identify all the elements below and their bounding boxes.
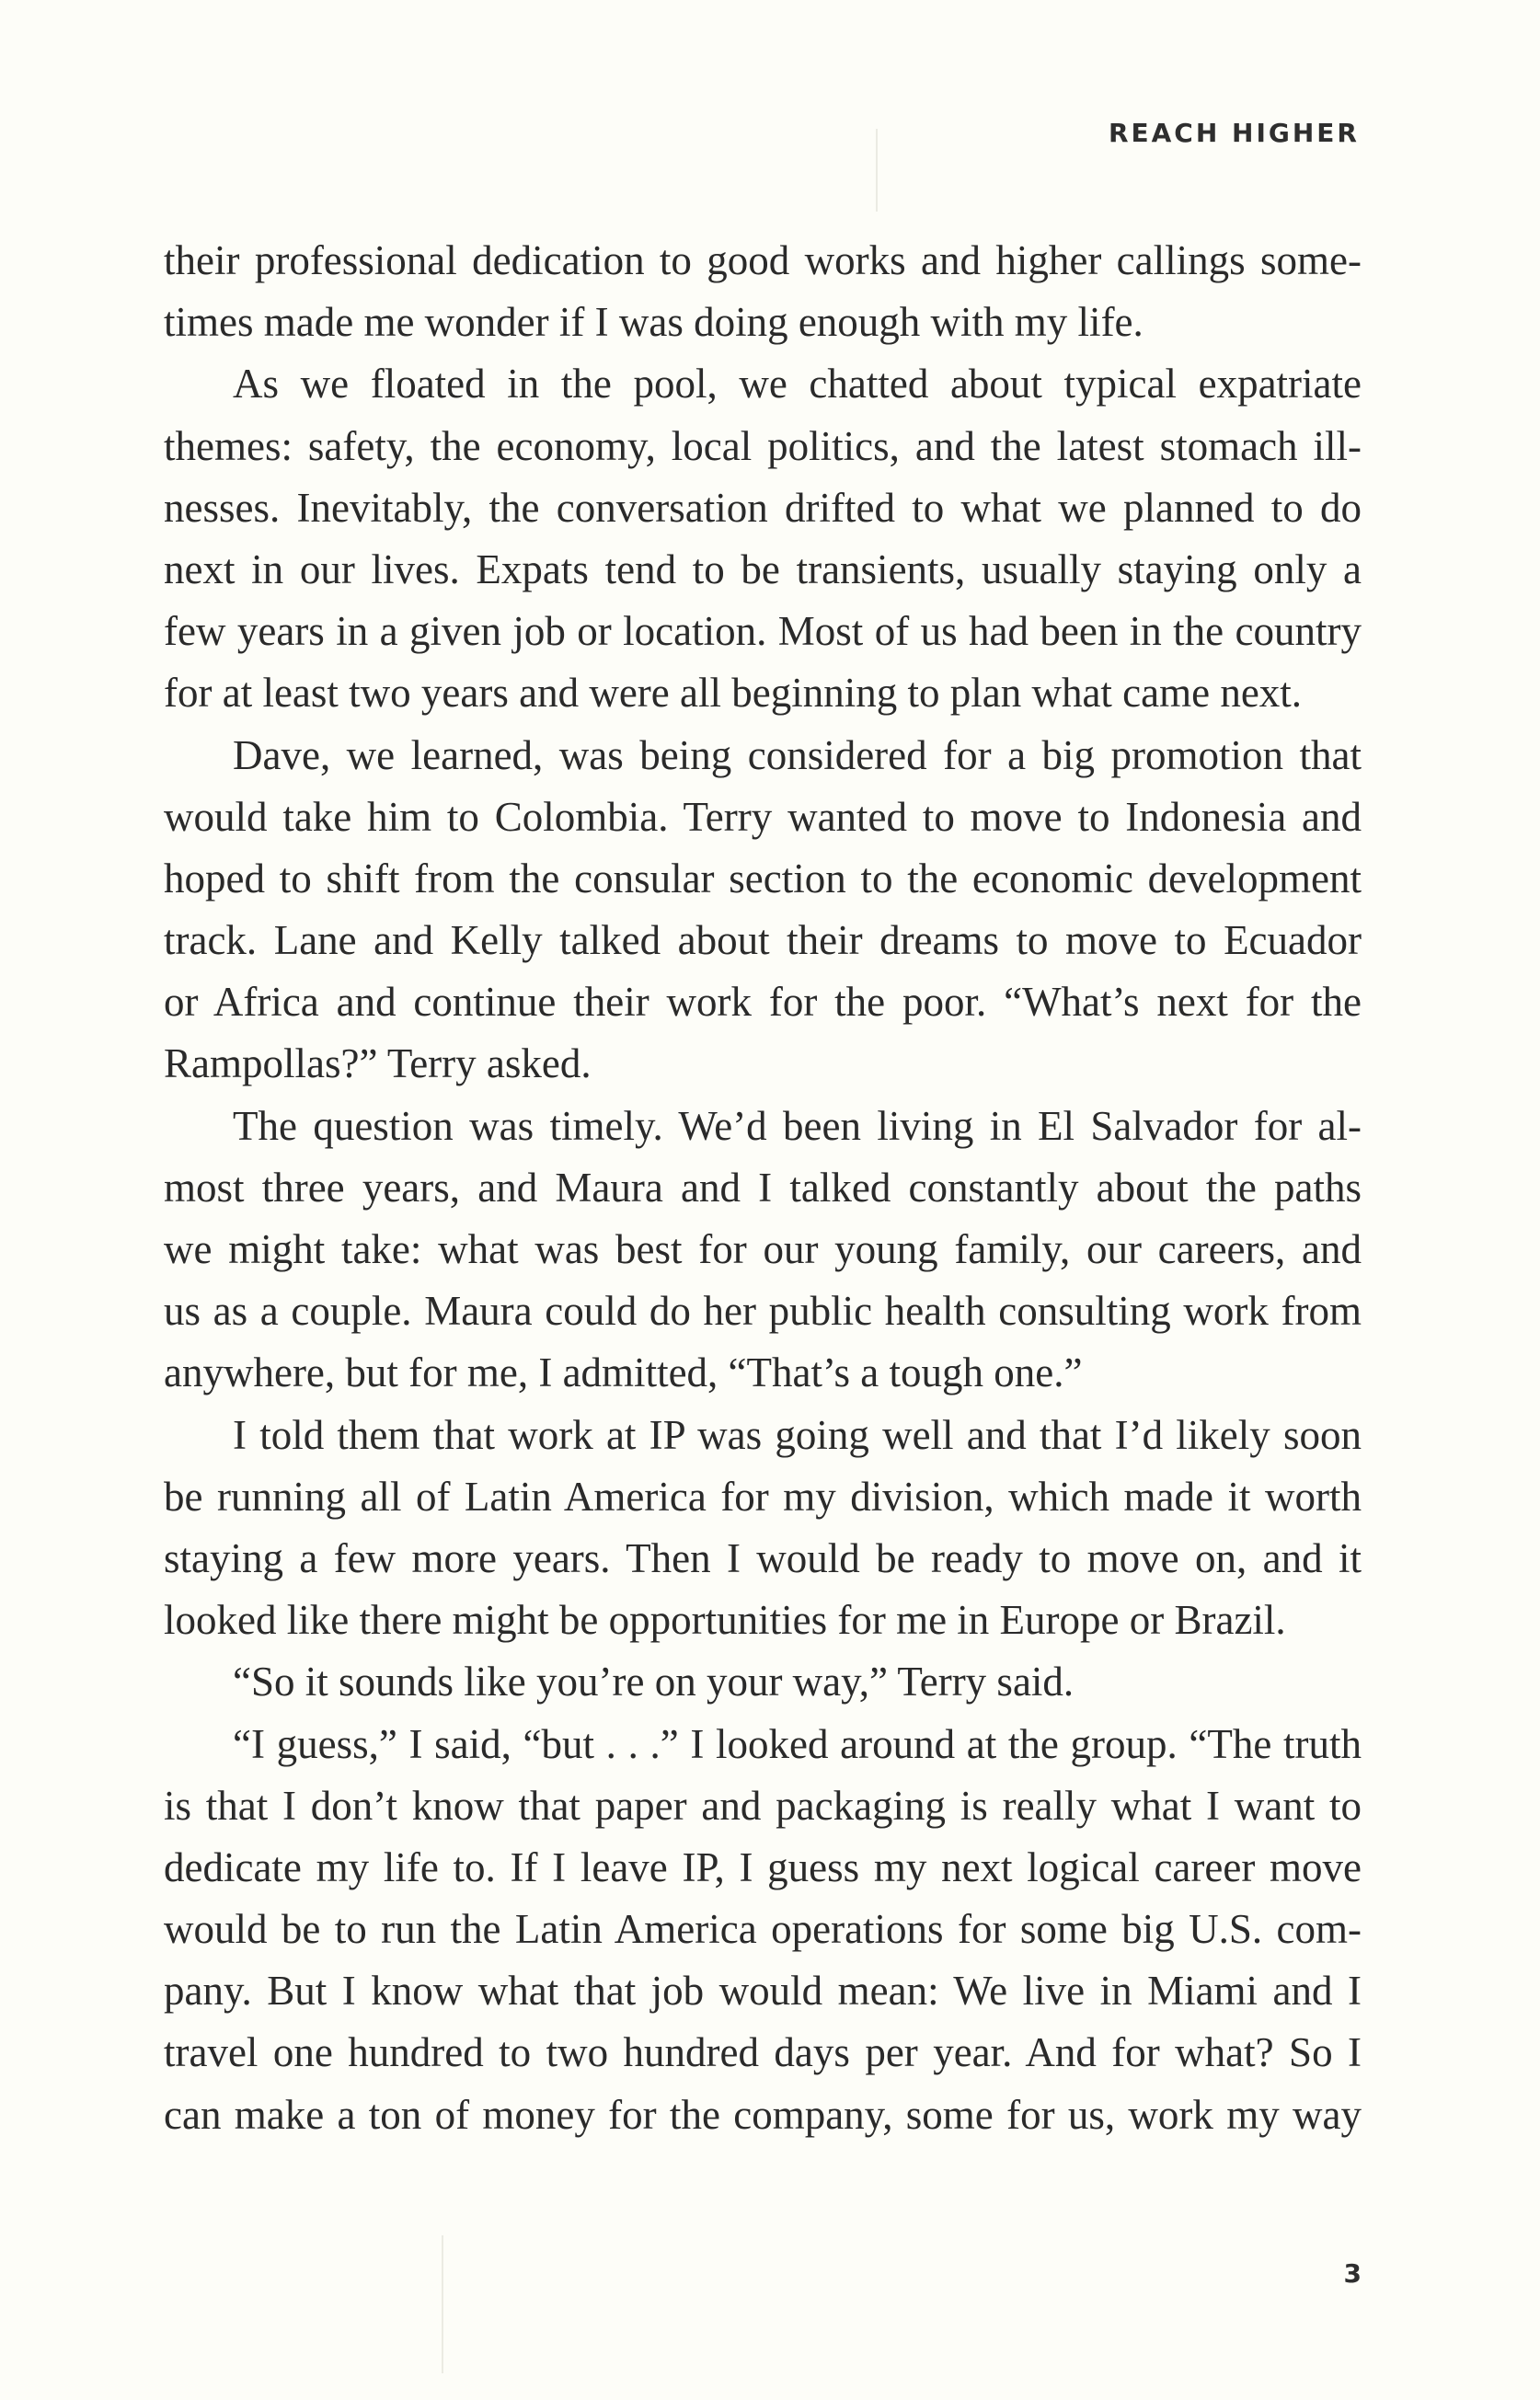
text-line: “So it sounds like you’re on your way,” Terry said.: [233, 1659, 1075, 1705]
text-line: “I guess,” I said, “but . . .” I looked around at the group. “The truth: [233, 1720, 1362, 1767]
text-line: hoped to shift from the consular section to the economic development: [164, 855, 1362, 901]
text-line: pany. But I know what that job would mean: We live in Miami and I: [164, 1968, 1362, 2015]
text-line: Dave, we learned, was being considered for a big promotion that: [233, 731, 1362, 778]
text-line: is that I don’t know that paper and packaging is really what I want to: [164, 1782, 1362, 1829]
text-line: As we floated in the pool, we chatted about typical expatriate: [233, 361, 1362, 408]
body-text: [164, 230, 1362, 2146]
text-line: The question was timely. We’d been living in El Salvador for al-: [233, 1102, 1362, 1149]
text-line: Rampollas?” Terry asked.: [164, 1040, 592, 1087]
text-line: track. Lane and Kelly talked about their dreams to move to Ecuador: [164, 917, 1362, 964]
text-line: us as a couple. Maura could do her public health consulting work from: [164, 1288, 1362, 1335]
running-head: REACH HIGHER: [1108, 118, 1360, 148]
text-line: would take him to Colombia. Terry wanted to move to Indonesia and: [164, 793, 1362, 840]
text-line: next in our lives. Expats tend to be transients, usually staying only a: [164, 545, 1362, 592]
text-line: we might take: what was best for our young family, our careers, and: [164, 1226, 1362, 1272]
text-line: be running all of Latin America for my division, which made it worth: [164, 1473, 1362, 1520]
text-line: themes: safety, the economy, local politics, and the latest stomach ill-: [164, 422, 1362, 469]
text-line: would be to run the Latin America operations for some big U.S. com-: [164, 1906, 1362, 1953]
text-line: times made me wonder if I was doing enough with my life.: [164, 299, 1144, 346]
text-line: looked like there might be opportunities for me in Europe or Brazil.: [164, 1597, 1286, 1644]
text-line: few years in a given job or location. Most of us had been in the country: [164, 608, 1362, 655]
text-line: for at least two years and were all beginning to plan what came next.: [164, 670, 1303, 717]
scan-artifact: [876, 129, 878, 212]
scan-artifact: [442, 2235, 443, 2373]
text-line: their professional dedication to good works and higher callings some-: [164, 237, 1362, 283]
text-line: nesses. Inevitably, the conversation drifted to what we planned to do: [164, 484, 1362, 531]
text-line: can make a ton of money for the company, some for us, work my way: [164, 2091, 1362, 2138]
text-line: staying a few more years. Then I would be ready to move on, and it: [164, 1534, 1362, 1581]
text-line: most three years, and Maura and I talked constantly about the paths: [164, 1164, 1362, 1211]
text-line: or Africa and continue their work for the poor. “What’s next for the: [164, 979, 1362, 1026]
text-line: dedicate my life to. If I leave IP, I guess my next logical career move: [164, 1843, 1362, 1890]
text-line: travel one hundred to two hundred days per year. And for what? So I: [164, 2029, 1362, 2076]
text-line: I told them that work at IP was going well and that I’d likely soon: [233, 1411, 1362, 1458]
page-number: 3: [1343, 2258, 1362, 2289]
text-line: anywhere, but for me, I admitted, “That’s a tough one.”: [164, 1349, 1083, 1396]
